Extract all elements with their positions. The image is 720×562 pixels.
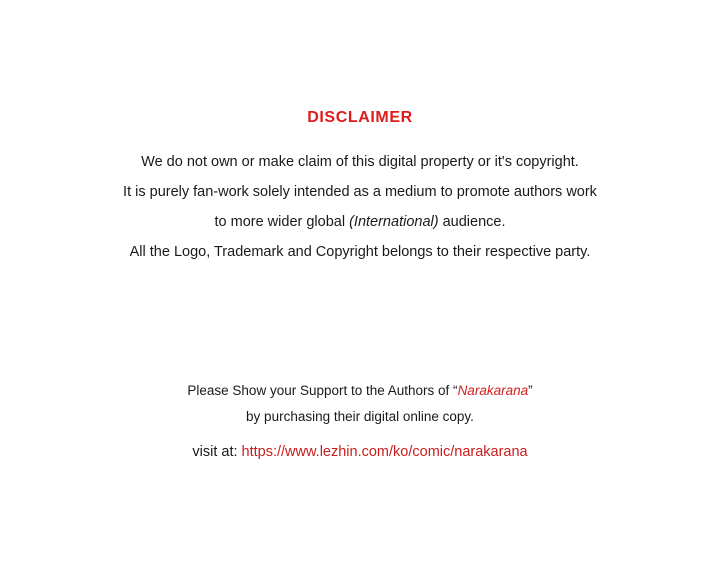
- disclaimer-line-3-part-1: to more wider global: [214, 214, 350, 231]
- work-title: Narakarana: [457, 383, 529, 398]
- disclaimer-line-1: We do not own or make claim of this digital property or it's copyright.: [141, 154, 579, 171]
- visit-label: visit at:: [192, 444, 242, 460]
- support-line-2: by purchasing their digital online copy.: [246, 409, 474, 424]
- visit-link[interactable]: https://www.lezhin.com/ko/comic/narakarana: [241, 444, 528, 460]
- disclaimer-line-3-part-2: audience.: [438, 214, 506, 231]
- disclaimer-line-4: All the Logo, Trademark and Copyright belongs to their respective party.: [129, 244, 591, 261]
- support-line-1-suffix: ”: [528, 383, 533, 398]
- support-line-1: [0, 378, 720, 404]
- disclaimer-line-3: [0, 207, 720, 237]
- disclaimer-line-3-emphasis: (International): [349, 214, 439, 231]
- disclaimer-line-2: It is purely fan-work solely intended as a medium to promote authors work: [123, 184, 597, 201]
- visit-section: [0, 440, 720, 464]
- disclaimer-title: DISCLAIMER: [307, 109, 413, 126]
- disclaimer-section: [0, 108, 720, 267]
- support-line-1-prefix: Please Show your Support to the Authors of “: [187, 383, 458, 398]
- support-section: [0, 378, 720, 430]
